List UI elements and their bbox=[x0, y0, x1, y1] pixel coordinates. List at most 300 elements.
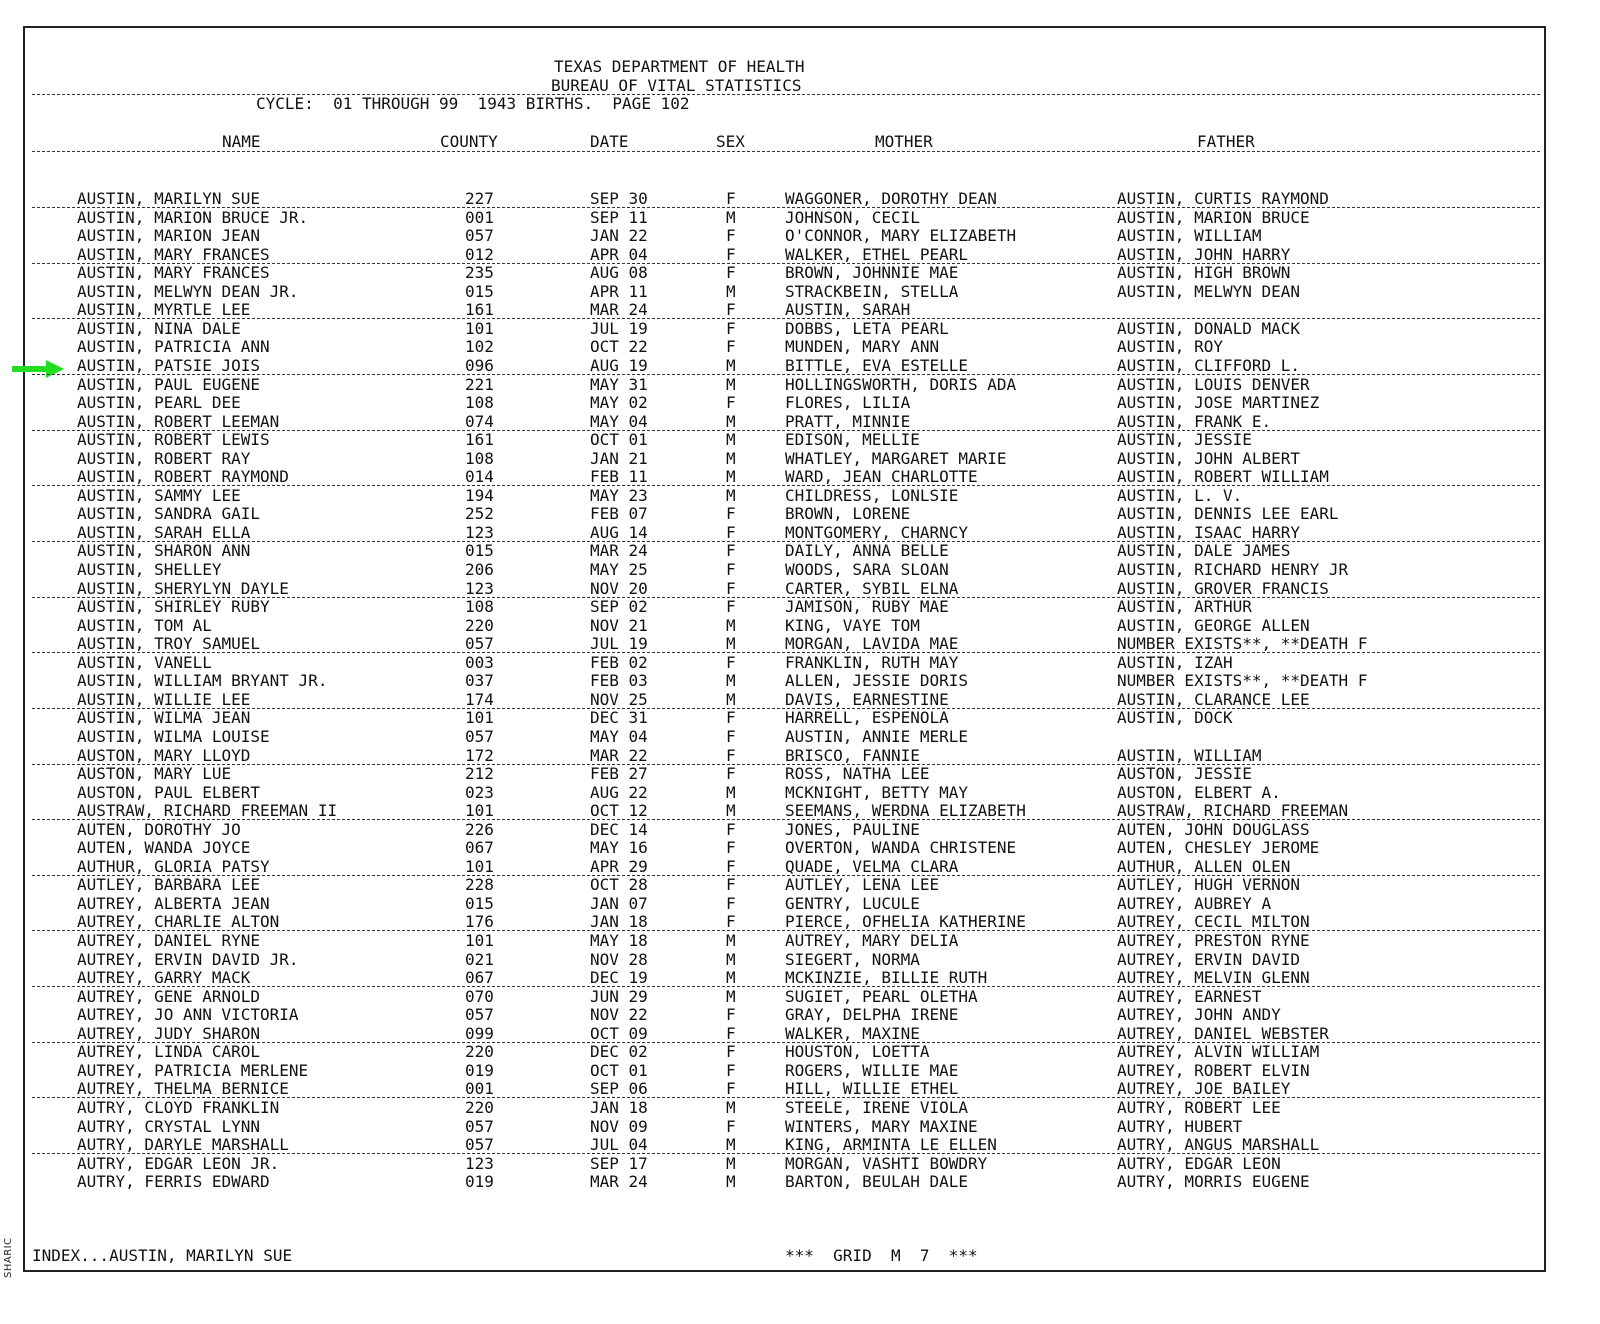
cell-mother: AUSTIN, ANNIE MERLE bbox=[785, 726, 969, 746]
cell-sex: F bbox=[726, 337, 736, 357]
cell-name: AUSTIN, MARY FRANCES bbox=[77, 263, 270, 283]
cell-date: SEP 02 bbox=[590, 597, 648, 617]
footer-grid: *** GRID M 7 *** bbox=[785, 1246, 978, 1265]
cell-mother: HOLLINGSWORTH, DORIS ADA bbox=[785, 374, 1017, 394]
cell-county: 057 bbox=[465, 226, 494, 246]
cell-mother: DAVIS, EARNESTINE bbox=[785, 689, 949, 709]
cell-father: AUSTIN, MELWYN DEAN bbox=[1117, 281, 1301, 301]
cell-sex: M bbox=[726, 968, 736, 988]
cell-date: JAN 18 bbox=[590, 912, 648, 932]
cell-sex: F bbox=[726, 226, 736, 246]
cell-name: AUSTIN, WILLIE LEE bbox=[77, 689, 251, 709]
footer-index: INDEX...AUSTIN, MARILYN SUE bbox=[32, 1246, 293, 1265]
cycle-line: CYCLE: 01 THROUGH 99 1943 BIRTHS. PAGE 102 bbox=[256, 94, 690, 113]
cell-mother: MCKINZIE, BILLIE RUTH bbox=[785, 968, 988, 988]
cell-county: 101 bbox=[465, 318, 494, 338]
cell-mother: CHILDRESS, LONLSIE bbox=[785, 485, 959, 505]
cell-name: AUSTIN, WILMA LOUISE bbox=[77, 726, 270, 746]
cell-name: AUTREY, PATRICIA MERLENE bbox=[77, 1060, 309, 1080]
cell-father: AUSTIN, LOUIS DENVER bbox=[1117, 374, 1310, 394]
table-row bbox=[0, 283, 1600, 302]
cell-county: 057 bbox=[465, 1005, 494, 1025]
cell-date: AUG 08 bbox=[590, 263, 648, 283]
cell-date: JAN 18 bbox=[590, 1097, 648, 1117]
cell-sex: M bbox=[726, 1153, 736, 1173]
table-row bbox=[0, 264, 1600, 283]
cell-sex: F bbox=[726, 912, 736, 932]
cell-father: AUTREY, ROBERT ELVIN bbox=[1117, 1060, 1310, 1080]
cell-sex: M bbox=[726, 986, 736, 1006]
table-row bbox=[0, 672, 1600, 691]
cell-mother: AUTLEY, LENA LEE bbox=[785, 875, 940, 895]
cell-name: AUSTIN, SANDRA GAIL bbox=[77, 504, 261, 524]
side-label: SHARIC bbox=[3, 1237, 14, 1278]
cell-sex: F bbox=[726, 726, 736, 746]
cell-mother: O'CONNOR, MARY ELIZABETH bbox=[785, 226, 1017, 246]
bureau-title: BUREAU OF VITAL STATISTICS bbox=[551, 76, 802, 95]
table-row bbox=[0, 431, 1600, 450]
cell-sex: M bbox=[726, 430, 736, 450]
cell-father: AUTEN, JOHN DOUGLASS bbox=[1117, 819, 1310, 839]
cell-name: AUTHUR, GLORIA PATSY bbox=[77, 856, 270, 876]
cell-mother: JAMISON, RUBY MAE bbox=[785, 597, 949, 617]
table-row bbox=[0, 821, 1600, 840]
cell-mother: WALKER, MAXINE bbox=[785, 1023, 920, 1043]
cell-father: AUSTIN, RICHARD HENRY JR bbox=[1117, 560, 1349, 579]
table-row bbox=[0, 654, 1600, 673]
cell-name: AUTREY, LINDA CAROL bbox=[77, 1042, 261, 1062]
cell-mother: WARD, JEAN CHARLOTTE bbox=[785, 467, 978, 487]
cell-county: 070 bbox=[465, 986, 494, 1006]
cell-sex: F bbox=[726, 1042, 736, 1062]
cell-county: 057 bbox=[465, 1116, 494, 1136]
cell-sex: F bbox=[726, 1079, 736, 1099]
cell-father: AUSTIN, DOCK bbox=[1117, 708, 1233, 728]
cell-county: 067 bbox=[465, 968, 494, 988]
cell-mother: HILL, WILLIE ETHEL bbox=[785, 1079, 959, 1099]
table-row bbox=[0, 1080, 1600, 1099]
cell-date: NOV 22 bbox=[590, 1005, 648, 1025]
cell-county: 019 bbox=[465, 1060, 494, 1080]
cell-mother: WALKER, ETHEL PEARL bbox=[785, 244, 969, 264]
cell-name: AUSTRAW, RICHARD FREEMAN II bbox=[77, 801, 338, 821]
row-group-divider bbox=[32, 652, 1540, 653]
cell-mother: MONTGOMERY, CHARNCY bbox=[785, 522, 969, 542]
cell-name: AUTREY, ERVIN DAVID JR. bbox=[77, 949, 299, 969]
cell-mother: AUTREY, MARY DELIA bbox=[785, 931, 959, 950]
cell-county: 099 bbox=[465, 1023, 494, 1043]
column-header-name: NAME bbox=[222, 132, 261, 151]
cell-mother: STRACKBEIN, STELLA bbox=[785, 281, 959, 301]
cell-mother: HOUSTON, LOETTA bbox=[785, 1042, 930, 1062]
cell-mother: ROSS, NATHA LEE bbox=[785, 764, 930, 784]
cell-name: AUTRY, DARYLE MARSHALL bbox=[77, 1135, 289, 1155]
cell-sex: M bbox=[726, 801, 736, 821]
cell-sex: M bbox=[726, 281, 736, 301]
cell-name: AUSTIN, SHELLEY bbox=[77, 560, 222, 579]
cell-father: AUSTIN, JOHN ALBERT bbox=[1117, 448, 1301, 468]
table-row bbox=[0, 450, 1600, 469]
cell-name: AUTREY, THELMA BERNICE bbox=[77, 1079, 289, 1099]
cell-mother: SIEGERT, NORMA bbox=[785, 949, 920, 969]
cell-date: MAR 22 bbox=[590, 745, 648, 765]
table-row bbox=[0, 468, 1600, 487]
cell-father: AUSTIN, ARTHUR bbox=[1117, 597, 1252, 617]
cell-mother: PRATT, MINNIE bbox=[785, 411, 911, 431]
cell-sex: M bbox=[726, 485, 736, 505]
table-row bbox=[0, 357, 1600, 376]
cell-name: AUSTIN, PEARL DEE bbox=[77, 393, 241, 413]
cell-date: OCT 22 bbox=[590, 337, 648, 357]
cell-mother: ALLEN, JESSIE DORIS bbox=[785, 671, 969, 691]
cell-name: AUSTIN, MARILYN SUE bbox=[77, 189, 261, 208]
cell-mother: AUSTIN, SARAH bbox=[785, 300, 911, 320]
cell-father: AUSTIN, WILLIAM bbox=[1117, 226, 1262, 246]
cell-father: AUSTIN, WILLIAM bbox=[1117, 745, 1262, 765]
table-row bbox=[0, 765, 1600, 784]
cell-date: APR 11 bbox=[590, 281, 648, 301]
cell-county: 221 bbox=[465, 374, 494, 394]
cell-sex: F bbox=[726, 838, 736, 858]
column-header-divider bbox=[32, 151, 1540, 152]
cell-mother: MCKNIGHT, BETTY MAY bbox=[785, 782, 969, 802]
cell-father: NUMBER EXISTS**, **DEATH F bbox=[1117, 634, 1368, 654]
cell-mother: KING, ARMINTA LE ELLEN bbox=[785, 1135, 997, 1155]
table-row bbox=[0, 617, 1600, 636]
cell-county: 220 bbox=[465, 1097, 494, 1117]
cell-sex: M bbox=[726, 1097, 736, 1117]
row-group-divider bbox=[32, 1042, 1540, 1043]
row-group-divider bbox=[32, 263, 1540, 264]
cell-sex: F bbox=[726, 393, 736, 413]
table-row bbox=[0, 839, 1600, 858]
cell-name: AUSTIN, ROBERT RAY bbox=[77, 448, 251, 468]
cell-father: AUSTIN, JESSIE bbox=[1117, 430, 1252, 450]
cell-county: 037 bbox=[465, 671, 494, 691]
cell-name: AUSTIN, PATSIE JOIS bbox=[77, 355, 261, 375]
cell-county: 123 bbox=[465, 578, 494, 598]
cell-mother: FLORES, LILIA bbox=[785, 393, 911, 413]
table-row bbox=[0, 376, 1600, 395]
cell-name: AUTREY, GENE ARNOLD bbox=[77, 986, 261, 1006]
column-header-father: FATHER bbox=[1197, 132, 1255, 151]
cell-name: AUSTON, PAUL ELBERT bbox=[77, 782, 261, 802]
cell-father: AUSTIN, L. V. bbox=[1117, 485, 1243, 505]
cell-sex: F bbox=[726, 745, 736, 765]
cell-date: OCT 01 bbox=[590, 430, 648, 450]
cell-father: AUSTIN, GROVER FRANCIS bbox=[1117, 578, 1329, 598]
cell-date: NOV 25 bbox=[590, 689, 648, 709]
row-group-divider bbox=[32, 207, 1540, 208]
column-header-sex: SEX bbox=[716, 132, 745, 151]
cell-father: AUTREY, JOE BAILEY bbox=[1117, 1079, 1291, 1099]
cell-date: NOV 09 bbox=[590, 1116, 648, 1136]
table-row bbox=[0, 246, 1600, 265]
cell-mother: MUNDEN, MARY ANN bbox=[785, 337, 940, 357]
cell-county: 067 bbox=[465, 838, 494, 858]
table-row bbox=[0, 394, 1600, 413]
cell-county: 228 bbox=[465, 875, 494, 895]
cell-sex: F bbox=[726, 819, 736, 839]
table-row bbox=[0, 1136, 1600, 1155]
cell-father: AUTREY, EARNEST bbox=[1117, 986, 1262, 1006]
cell-father: AUTRY, MORRIS EUGENE bbox=[1117, 1172, 1310, 1192]
cell-date: JUN 29 bbox=[590, 986, 648, 1006]
cell-date: OCT 09 bbox=[590, 1023, 648, 1043]
cell-date: OCT 28 bbox=[590, 875, 648, 895]
row-group-divider bbox=[32, 986, 1540, 987]
table-row bbox=[0, 190, 1600, 209]
cell-name: AUTREY, DANIEL RYNE bbox=[77, 931, 261, 950]
cell-father: AUTREY, CECIL MILTON bbox=[1117, 912, 1310, 932]
table-row bbox=[0, 895, 1600, 914]
cell-date: OCT 01 bbox=[590, 1060, 648, 1080]
cell-mother: MORGAN, LAVIDA MAE bbox=[785, 634, 959, 654]
row-group-divider bbox=[32, 875, 1540, 876]
cell-name: AUTEN, DOROTHY JO bbox=[77, 819, 241, 839]
cell-sex: M bbox=[726, 374, 736, 394]
cell-county: 108 bbox=[465, 448, 494, 468]
cell-mother: OVERTON, WANDA CHRISTENE bbox=[785, 838, 1017, 858]
cell-name: AUSTIN, VANELL bbox=[77, 652, 212, 672]
cell-name: AUSTIN, SHIRLEY RUBY bbox=[77, 597, 270, 617]
cell-date: SEP 17 bbox=[590, 1153, 648, 1173]
row-group-divider bbox=[32, 374, 1540, 375]
cell-date: MAY 04 bbox=[590, 726, 648, 746]
table-row bbox=[0, 301, 1600, 320]
cell-county: 172 bbox=[465, 745, 494, 765]
cell-father: AUSTIN, MARION BRUCE bbox=[1117, 207, 1310, 227]
cell-father: AUTREY, DANIEL WEBSTER bbox=[1117, 1023, 1329, 1043]
cell-date: JAN 22 bbox=[590, 226, 648, 246]
cell-father: AUSTIN, JOHN HARRY bbox=[1117, 244, 1291, 264]
cell-mother: GRAY, DELPHA IRENE bbox=[785, 1005, 959, 1025]
cell-date: FEB 27 bbox=[590, 764, 648, 784]
table-row bbox=[0, 524, 1600, 543]
cell-county: 101 bbox=[465, 856, 494, 876]
cell-name: AUSTIN, SHARON ANN bbox=[77, 541, 251, 561]
cell-county: 226 bbox=[465, 819, 494, 839]
cell-father: AUSTIN, IZAH bbox=[1117, 652, 1233, 672]
cell-date: DEC 02 bbox=[590, 1042, 648, 1062]
cell-county: 235 bbox=[465, 263, 494, 283]
table-row bbox=[0, 1173, 1600, 1192]
cell-name: AUTRY, EDGAR LEON JR. bbox=[77, 1153, 280, 1173]
cell-county: 123 bbox=[465, 1153, 494, 1173]
table-row bbox=[0, 969, 1600, 988]
cell-name: AUSTIN, ROBERT LEWIS bbox=[77, 430, 270, 450]
row-group-divider bbox=[32, 597, 1540, 598]
cell-date: MAY 18 bbox=[590, 931, 648, 950]
cell-date: FEB 11 bbox=[590, 467, 648, 487]
cell-name: AUSTIN, TROY SAMUEL bbox=[77, 634, 261, 654]
cell-county: 102 bbox=[465, 337, 494, 357]
cell-sex: M bbox=[726, 931, 736, 950]
cell-sex: M bbox=[726, 1172, 736, 1192]
cell-date: MAY 16 bbox=[590, 838, 648, 858]
cell-county: 003 bbox=[465, 652, 494, 672]
table-row bbox=[0, 932, 1600, 951]
cell-county: 161 bbox=[465, 430, 494, 450]
cell-mother: BROWN, LORENE bbox=[785, 504, 911, 524]
cell-date: SEP 06 bbox=[590, 1079, 648, 1099]
cell-sex: M bbox=[726, 782, 736, 802]
cell-county: 096 bbox=[465, 355, 494, 375]
cell-sex: F bbox=[726, 189, 736, 208]
cell-name: AUTRY, CLOYD FRANKLIN bbox=[77, 1097, 280, 1117]
cell-county: 101 bbox=[465, 931, 494, 950]
table-row bbox=[0, 988, 1600, 1007]
cell-county: 161 bbox=[465, 300, 494, 320]
cell-mother: WOODS, SARA SLOAN bbox=[785, 560, 949, 579]
cell-father: AUSTON, JESSIE bbox=[1117, 764, 1252, 784]
table-row bbox=[0, 747, 1600, 766]
cell-sex: M bbox=[726, 689, 736, 709]
cell-father: AUTLEY, HUGH VERNON bbox=[1117, 875, 1301, 895]
cell-mother: EDISON, MELLIE bbox=[785, 430, 920, 450]
cell-date: MAY 31 bbox=[590, 374, 648, 394]
cell-sex: F bbox=[726, 244, 736, 264]
cell-sex: F bbox=[726, 652, 736, 672]
cell-sex: F bbox=[726, 504, 736, 524]
cell-mother: CARTER, SYBIL ELNA bbox=[785, 578, 959, 598]
cell-father: AUSTIN, ROY bbox=[1117, 337, 1223, 357]
table-row bbox=[0, 487, 1600, 506]
cell-name: AUTREY, CHARLIE ALTON bbox=[77, 912, 280, 932]
cell-date: MAY 25 bbox=[590, 560, 648, 579]
cell-name: AUSTIN, NINA DALE bbox=[77, 318, 241, 338]
cell-county: 015 bbox=[465, 281, 494, 301]
cell-date: APR 04 bbox=[590, 244, 648, 264]
cell-date: DEC 14 bbox=[590, 819, 648, 839]
cell-date: FEB 02 bbox=[590, 652, 648, 672]
row-group-divider bbox=[32, 318, 1540, 319]
cell-date: MAR 24 bbox=[590, 1172, 648, 1192]
cell-name: AUSTON, MARY LLOYD bbox=[77, 745, 251, 765]
row-group-divider bbox=[32, 819, 1540, 820]
cell-date: AUG 22 bbox=[590, 782, 648, 802]
table-row bbox=[0, 951, 1600, 970]
cell-name: AUSTIN, ROBERT LEEMAN bbox=[77, 411, 280, 431]
cell-mother: QUADE, VELMA CLARA bbox=[785, 856, 959, 876]
cell-father: NUMBER EXISTS**, **DEATH F bbox=[1117, 671, 1368, 691]
cell-sex: F bbox=[726, 1005, 736, 1025]
cell-sex: M bbox=[726, 1135, 736, 1155]
cell-father: AUSTIN, ROBERT WILLIAM bbox=[1117, 467, 1329, 487]
cell-name: AUSTIN, MELWYN DEAN JR. bbox=[77, 281, 299, 301]
table-row bbox=[0, 580, 1600, 599]
cell-county: 014 bbox=[465, 467, 494, 487]
cell-father: AUSTIN, CURTIS RAYMOND bbox=[1117, 189, 1329, 208]
cell-county: 220 bbox=[465, 615, 494, 635]
table-row bbox=[0, 635, 1600, 654]
cell-father: AUTRY, HUBERT bbox=[1117, 1116, 1243, 1136]
column-header-mother: MOTHER bbox=[875, 132, 933, 151]
department-title: TEXAS DEPARTMENT OF HEALTH bbox=[554, 57, 805, 76]
cell-date: FEB 03 bbox=[590, 671, 648, 691]
cell-county: 206 bbox=[465, 560, 494, 579]
cell-father: AUSTIN, ISAAC HARRY bbox=[1117, 522, 1301, 542]
row-group-divider bbox=[32, 1153, 1540, 1154]
table-row bbox=[0, 542, 1600, 561]
cell-sex: M bbox=[726, 467, 736, 487]
cell-name: AUSTIN, WILMA JEAN bbox=[77, 708, 251, 728]
cell-sex: F bbox=[726, 318, 736, 338]
cell-mother: HARRELL, ESPENOLA bbox=[785, 708, 949, 728]
cell-mother: ROGERS, WILLIE MAE bbox=[785, 1060, 959, 1080]
cell-date: JAN 07 bbox=[590, 893, 648, 913]
cell-mother: BRISCO, FANNIE bbox=[785, 745, 920, 765]
cell-county: 057 bbox=[465, 726, 494, 746]
cell-date: OCT 12 bbox=[590, 801, 648, 821]
cell-date: SEP 30 bbox=[590, 189, 648, 208]
cell-sex: F bbox=[726, 560, 736, 579]
cell-county: 123 bbox=[465, 522, 494, 542]
row-group-divider bbox=[32, 1097, 1540, 1098]
row-group-divider bbox=[32, 930, 1540, 931]
cell-sex: F bbox=[726, 764, 736, 784]
table-row bbox=[0, 1062, 1600, 1081]
cell-mother: MORGAN, VASHTI BOWDRY bbox=[785, 1153, 988, 1173]
table-row bbox=[0, 1043, 1600, 1062]
cell-county: 015 bbox=[465, 893, 494, 913]
cell-father: AUTRY, EDGAR LEON bbox=[1117, 1153, 1281, 1173]
row-group-divider bbox=[32, 708, 1540, 709]
cell-date: AUG 19 bbox=[590, 355, 648, 375]
cell-father: AUSTIN, CLARANCE LEE bbox=[1117, 689, 1310, 709]
table-row bbox=[0, 320, 1600, 339]
cell-county: 074 bbox=[465, 411, 494, 431]
cell-sex: M bbox=[726, 949, 736, 969]
cell-sex: F bbox=[726, 1116, 736, 1136]
table-row bbox=[0, 784, 1600, 803]
cell-sex: F bbox=[726, 541, 736, 561]
cell-mother: WAGGONER, DOROTHY DEAN bbox=[785, 189, 997, 208]
cell-county: 012 bbox=[465, 244, 494, 264]
table-row bbox=[0, 728, 1600, 747]
cell-date: JUL 04 bbox=[590, 1135, 648, 1155]
table-row bbox=[0, 1006, 1600, 1025]
cell-date: MAY 23 bbox=[590, 485, 648, 505]
cell-date: DEC 19 bbox=[590, 968, 648, 988]
cell-father: AUSTON, ELBERT A. bbox=[1117, 782, 1281, 802]
cell-county: 001 bbox=[465, 207, 494, 227]
cell-name: AUTREY, JO ANN VICTORIA bbox=[77, 1005, 299, 1025]
cell-name: AUTRY, FERRIS EDWARD bbox=[77, 1172, 270, 1192]
cell-mother: PIERCE, OFHELIA KATHERINE bbox=[785, 912, 1026, 932]
cell-date: SEP 11 bbox=[590, 207, 648, 227]
cell-father: AUSTRAW, RICHARD FREEMAN bbox=[1117, 801, 1349, 821]
table-row bbox=[0, 1099, 1600, 1118]
cell-father: AUSTIN, HIGH BROWN bbox=[1117, 263, 1291, 283]
cell-name: AUTREY, GARRY MACK bbox=[77, 968, 251, 988]
table-row bbox=[0, 1118, 1600, 1137]
cell-sex: F bbox=[726, 1023, 736, 1043]
cell-sex: F bbox=[726, 597, 736, 617]
cell-name: AUSTON, MARY LUE bbox=[77, 764, 232, 784]
table-row bbox=[0, 913, 1600, 932]
cell-father: AUSTIN, CLIFFORD L. bbox=[1117, 355, 1301, 375]
cell-date: NOV 20 bbox=[590, 578, 648, 598]
cell-county: 194 bbox=[465, 485, 494, 505]
cell-father: AUTREY, JOHN ANDY bbox=[1117, 1005, 1281, 1025]
cell-sex: M bbox=[726, 411, 736, 431]
cell-name: AUSTIN, PAUL EUGENE bbox=[77, 374, 261, 394]
column-header-county: COUNTY bbox=[440, 132, 498, 151]
cell-mother: FRANKLIN, RUTH MAY bbox=[785, 652, 959, 672]
cell-date: FEB 07 bbox=[590, 504, 648, 524]
cell-name: AUSTIN, SHERYLYN DAYLE bbox=[77, 578, 289, 598]
